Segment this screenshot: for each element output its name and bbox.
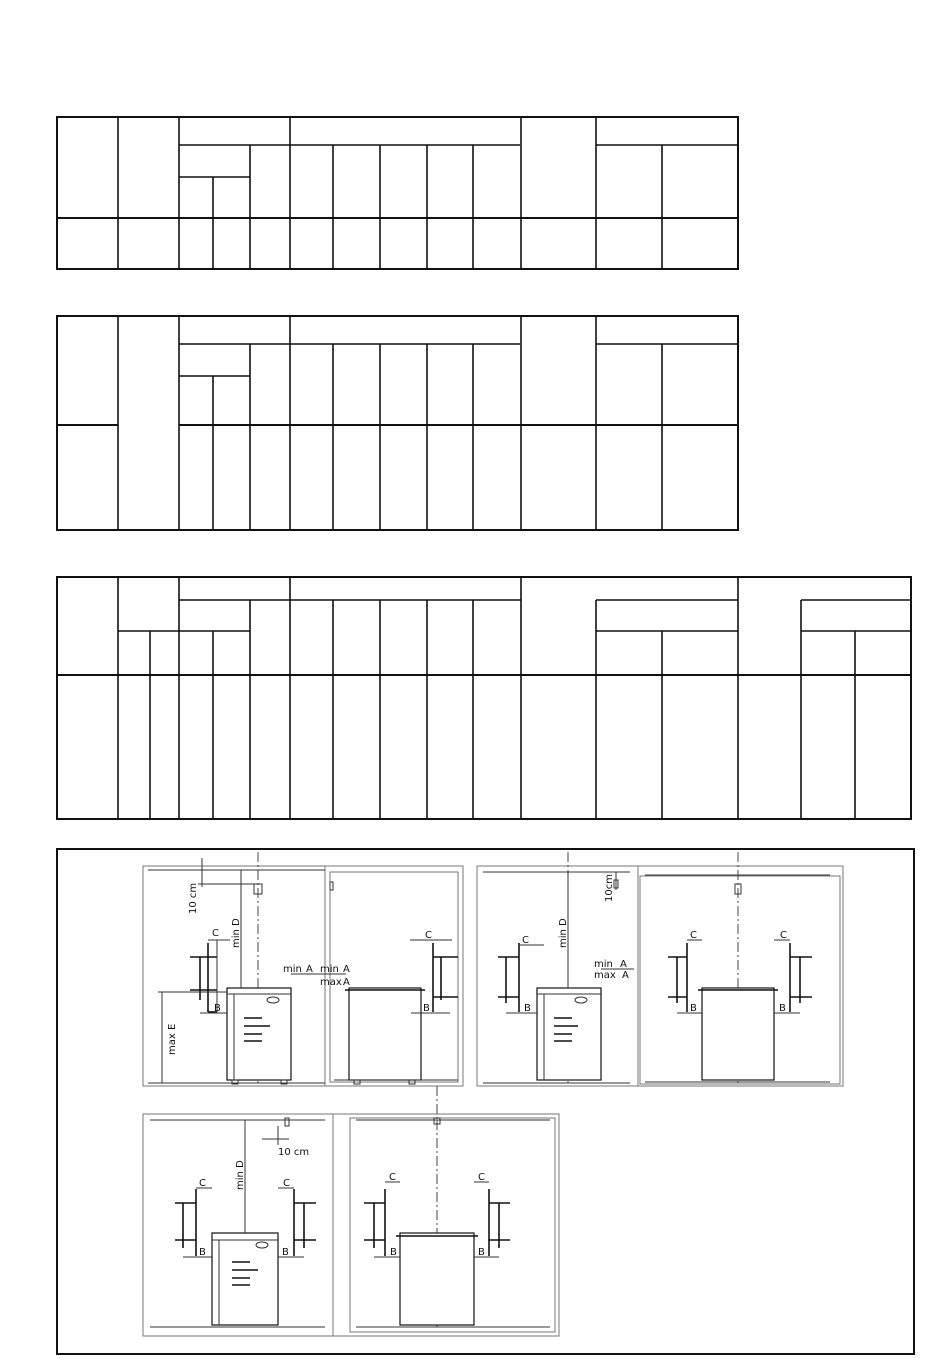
dim-c-label: C (212, 928, 219, 939)
dim-c-label-7: C (283, 1178, 290, 1189)
dim-c-label-9: C (478, 1172, 485, 1183)
dim-min-label-3: min (594, 959, 613, 970)
dim-c-label-4: C (690, 930, 697, 941)
dim-c-label-3: C (522, 935, 529, 946)
dim-max-label: max (320, 977, 342, 988)
dim-b-label-3: B (524, 1003, 531, 1014)
dim-b-label-4: B (690, 1003, 697, 1014)
dim-10cm-label-3: 10 cm (278, 1147, 310, 1158)
dim-b-label: B (214, 1003, 221, 1014)
heater-front-2 (537, 988, 601, 1080)
dim-b-label-7: B (282, 1247, 289, 1258)
heater-front-3 (212, 1233, 278, 1325)
dim-a-label-3: A (343, 977, 350, 988)
table-2 (57, 316, 738, 530)
dim-10cm-label-2: 10cm (604, 874, 615, 902)
panel-bottom (143, 1114, 559, 1336)
dim-a-label: A (306, 964, 313, 975)
panel-top-left (143, 852, 463, 1086)
dim-10cm-label: 10 cm (188, 882, 199, 914)
dim-min-d-label-2: min D (558, 918, 569, 948)
dim-max-label-2: max (594, 970, 616, 981)
dim-c-label-6: C (199, 1178, 206, 1189)
dim-min-label-2: min (320, 964, 339, 975)
dim-b-label-5: B (779, 1003, 786, 1014)
dim-b-label-8: B (390, 1247, 397, 1258)
heater-front-1 (227, 988, 291, 1084)
dim-a-label-2: A (343, 964, 350, 975)
dim-b-label-9: B (478, 1247, 485, 1258)
dim-c-label-5: C (780, 930, 787, 941)
dim-min-label: min (283, 964, 302, 975)
panel-top-right (477, 852, 843, 1086)
dim-c-label-8: C (389, 1172, 396, 1183)
installation-diagram (57, 849, 914, 1354)
heater-side-2 (698, 988, 778, 1080)
heater-side-1 (345, 988, 425, 1084)
dim-max-e-label: max E (167, 1023, 178, 1055)
dim-a-label-4: A (620, 959, 627, 970)
heater-side-3 (396, 1233, 478, 1325)
dim-a-label-5: A (622, 970, 629, 981)
dim-c-label-2: C (425, 930, 432, 941)
dim-min-d-label: min D (231, 918, 242, 948)
table-3 (57, 577, 911, 819)
dim-b-label-2: B (423, 1003, 430, 1014)
dim-min-d-label-3: min D (235, 1160, 246, 1190)
table-1 (57, 117, 738, 269)
dim-b-label-6: B (199, 1247, 206, 1258)
